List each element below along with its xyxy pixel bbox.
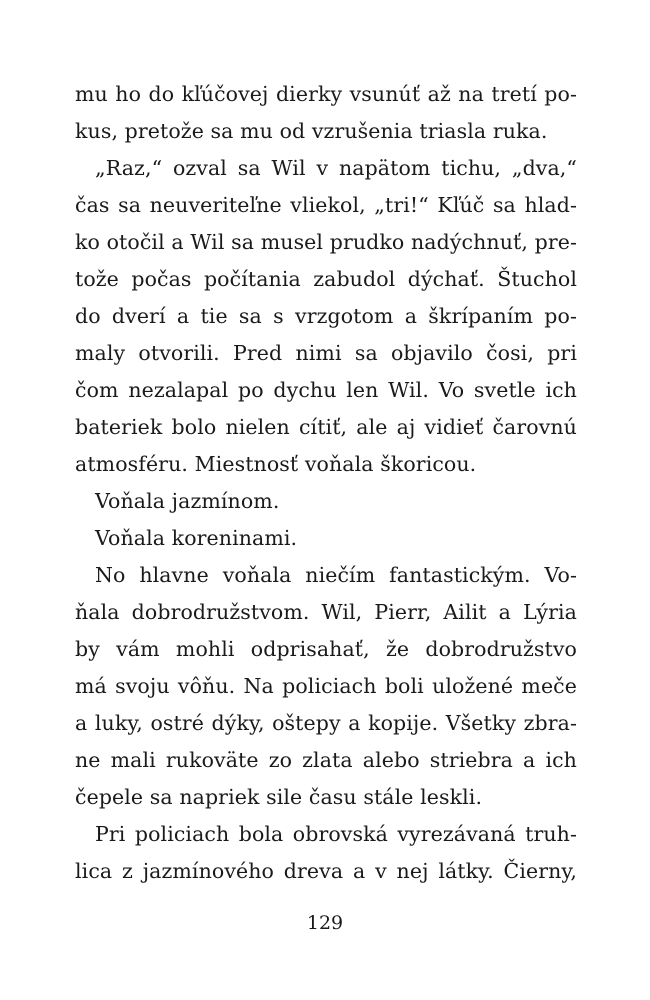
text-line: No hlavne voňala niečím fantastickým. Vo- [95,563,577,587]
text-line: ko otočil a Wil sa musel prudko nadýchnuť, pre- [75,230,577,254]
text-line: a luky, ostré dýky, oštepy a kopije. Všetky zbra- [75,711,577,735]
text-line: lica z jazmínového dreva a v nej látky. Čierny, [75,859,577,883]
text-line: by vám mohli odprisahať, že dobrodružstvo [75,637,577,661]
text-line: do dverí a tie sa s vrzgotom a škrípaním po- [75,304,577,328]
text-line: atmosféru. Miestnosť voňala škoricou. [75,452,477,476]
text-line: Pri policiach bola obrovská vyrezávaná truh- [95,822,577,846]
text-line: bateriek bolo nielen cítiť, ale aj vidieť čarovnú [75,415,577,439]
text-line: čom nezalapal po dychu len Wil. Vo svetle ich [75,378,577,402]
text-line: čas sa neuveriteľne vliekol, „tri!“ Kľúč sa hlad- [75,193,577,217]
text-line: tože počas počítania zabudol dýchať. Štuchol [75,267,577,291]
text-line: ne mali rukoväte zo zlata alebo striebra a ich [75,748,577,772]
text-line: „Raz,“ ozval sa Wil v napätom tichu, „dva,“ [95,156,577,180]
text-line: Voňala koreninami. [95,526,298,550]
text-line: kus, pretože sa mu od vzrušenia triasla ruka. [75,119,548,143]
text-line: má svoju vôňu. Na policiach boli uložené meče [75,674,577,698]
body-text [75,76,577,890]
text-line: čepele sa napriek sile času stále leskli. [75,785,483,809]
text-line: Voňala jazmínom. [95,489,280,513]
text-line: ňala dobrodružstvom. Wil, Pierr, Ailit a Lýria [75,600,577,624]
text-line: mu ho do kľúčovej dierky vsunúť až na tretí po- [75,82,577,106]
page-number: 129 [306,912,344,934]
text-line: maly otvorili. Pred nimi sa objavilo čosi, pri [75,341,577,365]
